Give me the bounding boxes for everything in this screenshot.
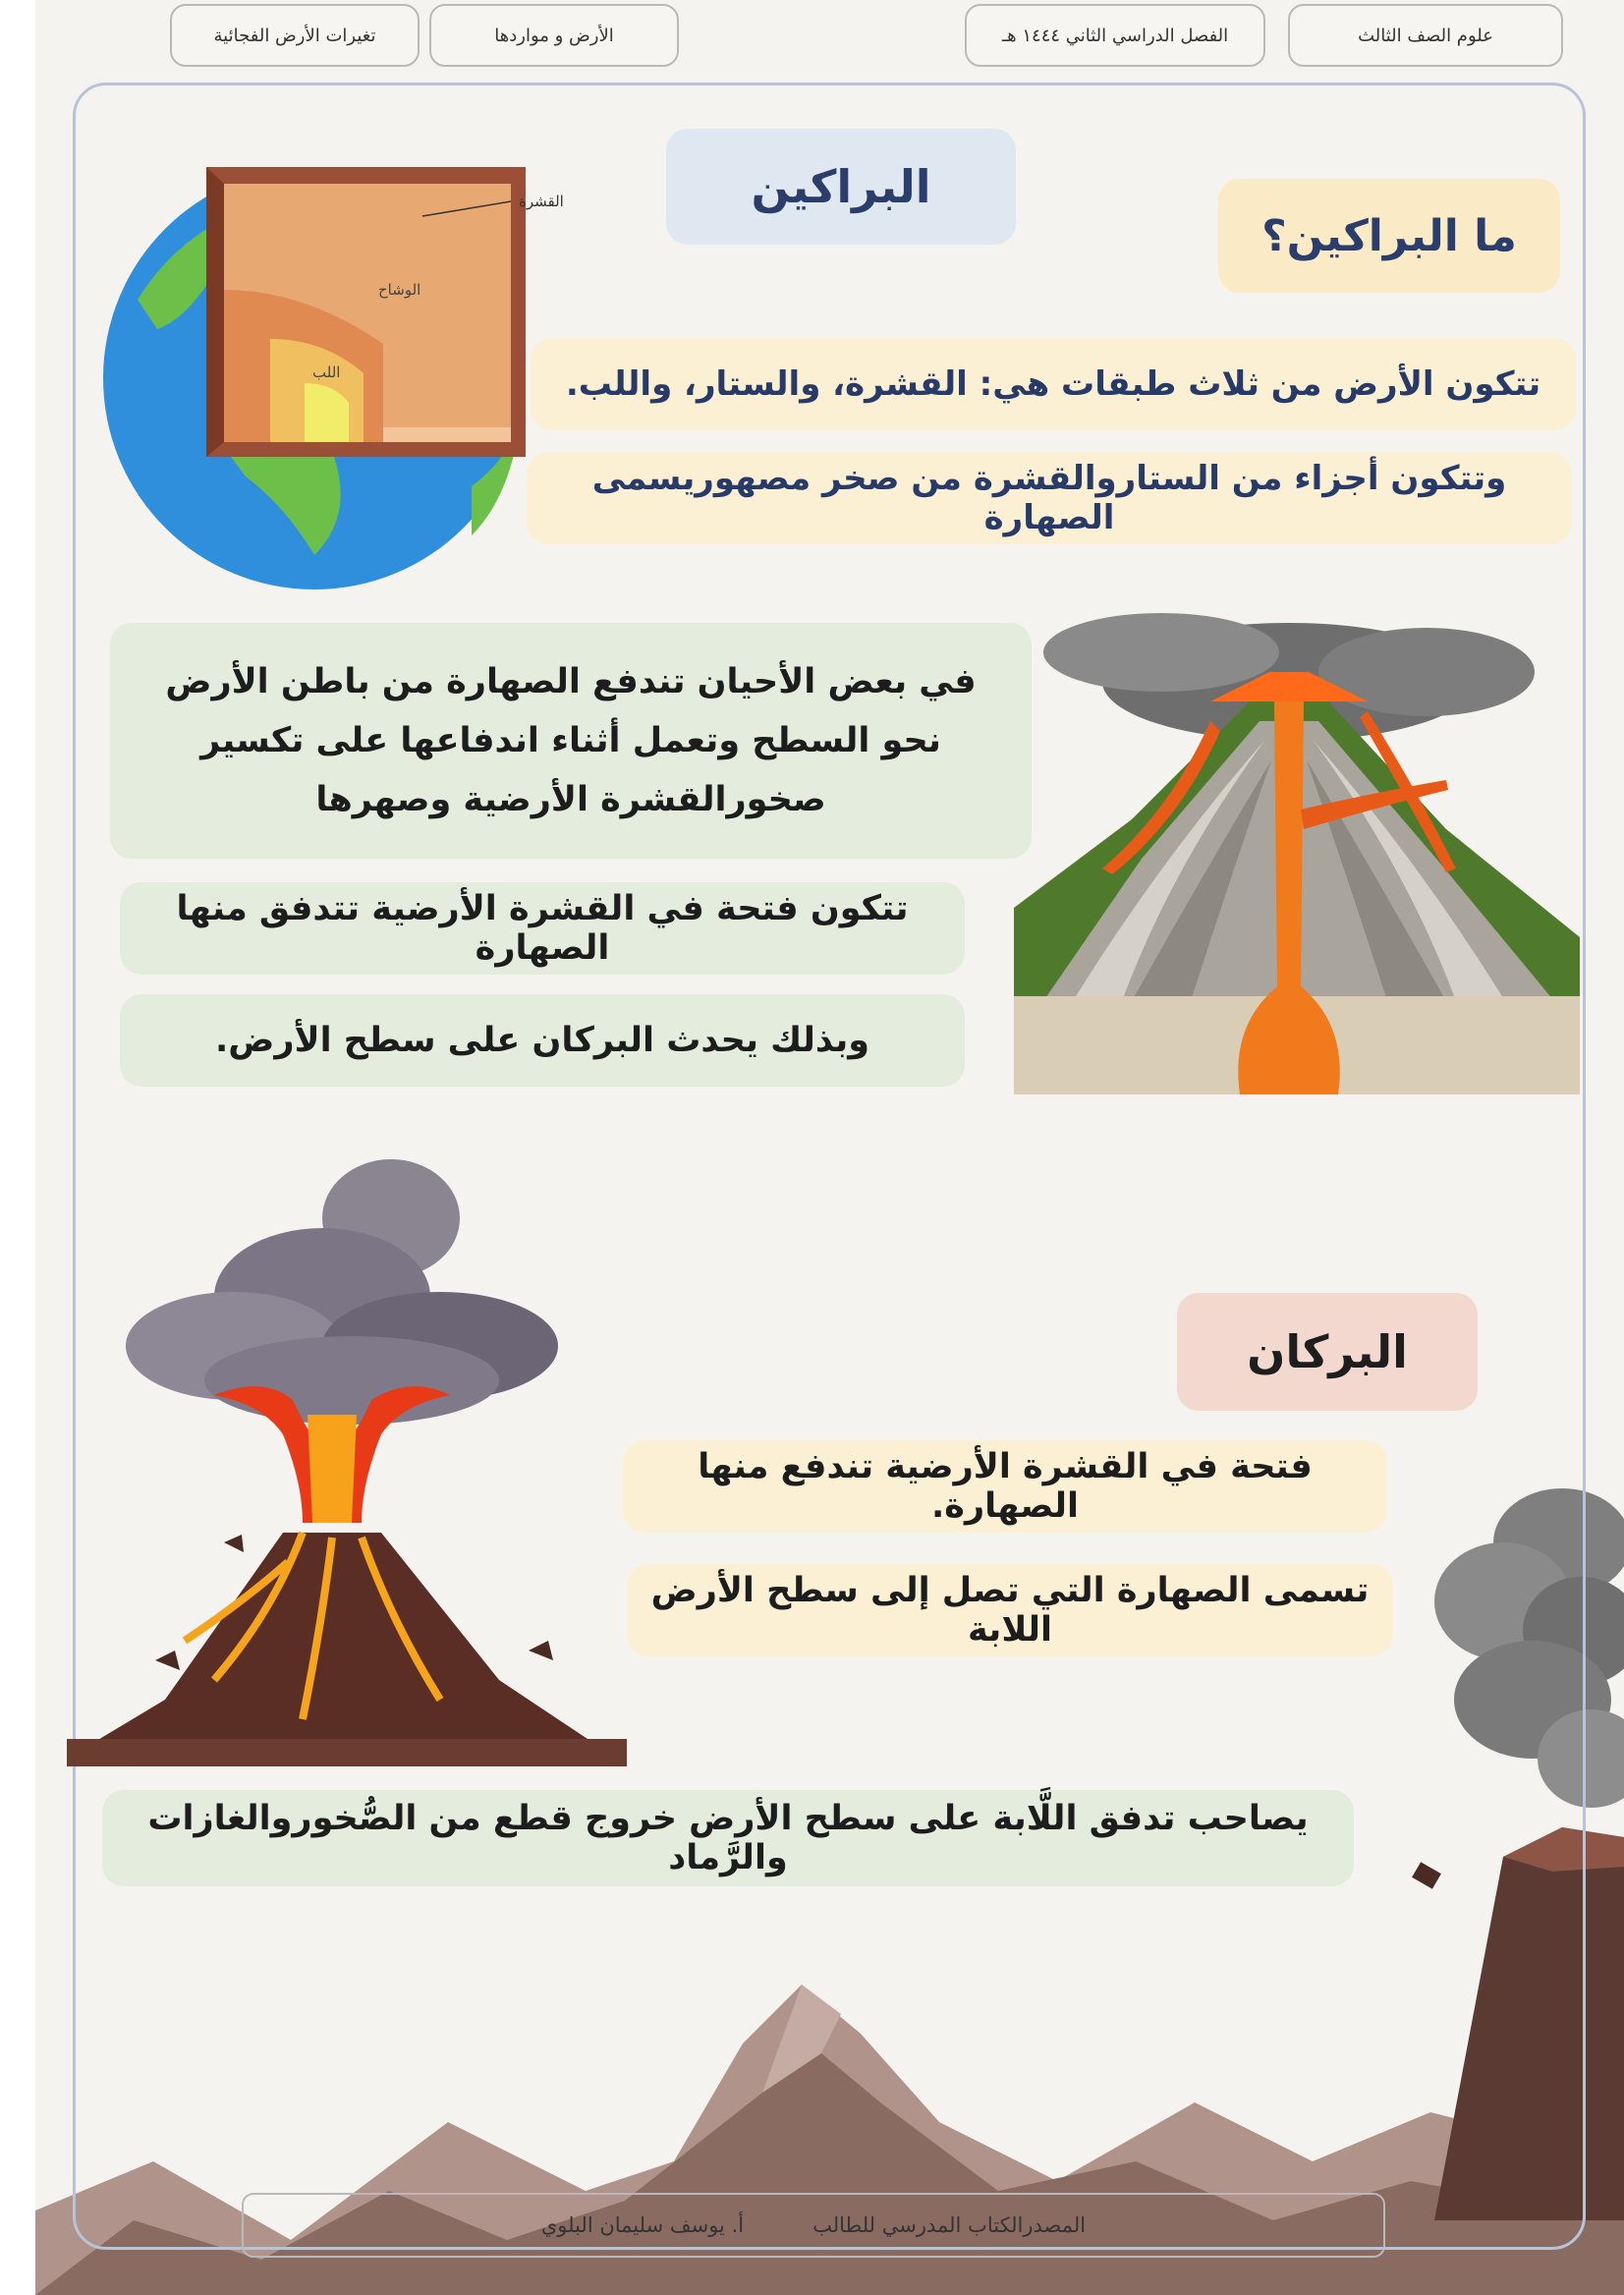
magma-rise-paragraph (110, 623, 1032, 859)
header-semester: الفصل الدراسي الثاني ١٤٤٤ هـ (965, 4, 1265, 67)
core-label: اللب (312, 364, 341, 381)
header-subject: علوم الصف الثالث (1288, 4, 1563, 67)
magma-rise-line-3: صخورالقشرة الأرضية وصهرها (315, 780, 826, 819)
magma-definition-text: وتتكون أجزاء من الستاروالقشرة من صخر مصهوريسمى الصهارة (527, 452, 1572, 544)
magma-rise-line-2: نحو السطح وتعمل أثناء اندفاعها على تكسير (200, 721, 941, 760)
volcano-cross-section (1014, 613, 1580, 1094)
header-unit: الأرض و مواردها (429, 4, 679, 67)
lava-definition-text: تسمى الصهارة التي تصل إلى سطح الأرض اللابة (627, 1564, 1393, 1656)
footer-source: المصدرالكتاب المدرسي للطالب (812, 2213, 1087, 2237)
earth-layers-text: تتكون الأرض من ثلاث طبقات هي: القشرة، والستار، واللب. (531, 338, 1576, 430)
eruption-products-text: يصاحب تدفق اللَّابة على سطح الأرض خروج قطع من الصُّخوروالغازات والرَّماد (102, 1790, 1354, 1886)
volcano-title: البركان (1177, 1293, 1478, 1411)
volcano-occurs-text: وبذلك يحدث البركان على سطح الأرض. (120, 994, 965, 1087)
mantle-label: الوشاح (378, 281, 421, 299)
footer-teacher: أ. يوسف سليمان البلوي (540, 2213, 745, 2237)
header-lesson: تغيرات الأرض الفجائية (170, 4, 420, 67)
question-title: ما البراكين؟ (1218, 179, 1560, 293)
crust-opening-text: تتكون فتحة في القشرة الأرضية تتدفق منها الصهارة (120, 882, 965, 975)
volcano-definition-text: فتحة في القشرة الأرضية تندفع منها الصهارة. (623, 1440, 1387, 1533)
crust-label: القشرة (519, 193, 564, 210)
magma-rise-line-1: في بعض الأحيان تندفع الصهارة من باطن الأرض (165, 662, 977, 701)
footer (242, 2193, 1385, 2258)
erupting-volcano-illustration (67, 1149, 627, 1788)
page-title: البراكين (666, 129, 1016, 245)
